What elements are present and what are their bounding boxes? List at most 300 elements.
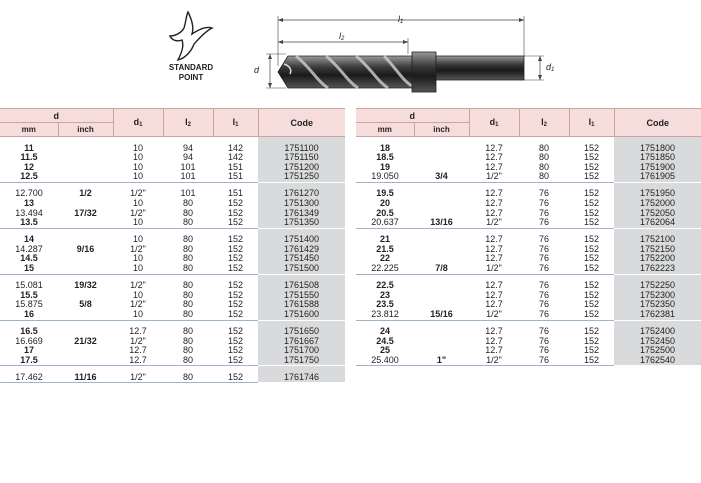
cell-inch: 17/32 — [74, 207, 97, 218]
cell-inch — [58, 163, 113, 173]
cell-l2: 80 — [163, 310, 213, 320]
cell-code: 1752350 — [614, 300, 701, 310]
cell-inch: 15/16 — [414, 310, 469, 320]
cell-inch — [58, 172, 113, 182]
cell-inch: 13/16 — [414, 218, 469, 228]
cell-inch — [414, 291, 469, 301]
left-table-body — [0, 137, 345, 383]
cell-mm: 21 — [379, 234, 390, 245]
header-d1-letter: d — [489, 117, 496, 127]
cell-inch: 1/2 — [79, 188, 92, 199]
header-inch: inch — [58, 123, 113, 137]
cell-mm: 18 — [379, 142, 390, 153]
right-table-body — [356, 137, 701, 366]
header-row-1 — [0, 109, 345, 123]
cell-l2: 80 — [182, 299, 193, 310]
cell-mm: 24.5 — [376, 335, 394, 346]
cell-mm: 12.5 — [0, 172, 58, 182]
standard-point-line1: STANDARD — [168, 63, 214, 72]
cell-l2: 80 — [538, 142, 549, 153]
cell-d1: 12.7 — [485, 152, 503, 163]
cell-code: 1751750 — [258, 356, 345, 366]
dim-d-label: d — [254, 65, 260, 75]
cell-d1: 12.7 — [113, 356, 163, 366]
cell-l2: 76 — [538, 299, 549, 310]
cell-d1: 12.7 — [485, 197, 503, 208]
cell-code: 1751150 — [258, 153, 345, 163]
cell-d1: 12.7 — [485, 326, 503, 336]
cell-d1: 1/2" — [469, 356, 519, 366]
header-mm: mm — [356, 123, 414, 137]
cell-l2: 94 — [182, 142, 193, 153]
cell-l2: 80 — [182, 335, 193, 346]
cell-mm: 23 — [379, 289, 390, 300]
cell-mm: 11.5 — [20, 152, 38, 163]
cell-l2: 76 — [538, 335, 549, 346]
cell-d1: 1/2" — [130, 207, 146, 218]
cell-d1: 1/2" — [469, 310, 519, 320]
cell-code: 1762381 — [614, 310, 701, 320]
cell-mm: 18.5 — [376, 152, 394, 163]
table-row — [0, 264, 345, 274]
cell-code: 1751450 — [258, 254, 345, 264]
cell-mm: 15.875 — [15, 299, 43, 310]
cell-code: 1752200 — [614, 254, 701, 264]
header-l2-sub: 2 — [543, 122, 547, 128]
cell-l1: 152 — [569, 218, 614, 228]
cell-l2: 76 — [538, 345, 549, 356]
cell-d1: 1/2" — [130, 243, 146, 254]
cell-d1: 12.7 — [485, 345, 503, 356]
cell-mm: 17 — [23, 345, 34, 356]
cell-inch: 7/8 — [414, 264, 469, 274]
cell-mm: 13.5 — [0, 218, 58, 228]
cell-l1: 152 — [569, 172, 614, 182]
cell-l2: 80 — [163, 373, 213, 383]
cell-inch: 19/32 — [74, 280, 97, 291]
cell-d1: 12.7 — [485, 234, 503, 245]
header-inch: inch — [414, 123, 469, 137]
cell-inch — [58, 264, 113, 274]
cell-d1: 10 — [132, 289, 143, 300]
drill-bit-drawing — [256, 8, 556, 98]
cell-mm: 22 — [379, 253, 390, 264]
cell-l1: 152 — [583, 197, 600, 208]
spacer-cell — [414, 274, 469, 281]
dim-d1-subscript: 1 — [551, 67, 555, 73]
cell-code: 1761349 — [258, 209, 345, 219]
cell-mm: 15 — [0, 264, 58, 274]
cell-inch — [414, 337, 469, 347]
cell-l2: 76 — [538, 289, 549, 300]
cell-l1: 152 — [583, 243, 600, 254]
cell-l1: 152 — [583, 188, 600, 199]
dim-l1-subscript: 1 — [400, 19, 404, 25]
cell-mm: 22.5 — [376, 280, 394, 291]
cell-code: 1752400 — [614, 327, 701, 337]
cell-d1: 12.7 — [485, 335, 503, 346]
cell-inch — [58, 144, 113, 154]
header-l2-letter: l — [185, 117, 188, 127]
cell-l1: 152 — [583, 345, 600, 356]
cell-d1: 10 — [132, 234, 143, 245]
cell-l2: 101 — [180, 161, 196, 172]
cell-mm: 19.5 — [376, 188, 394, 199]
left-spec-table — [0, 108, 345, 383]
cell-l1: 152 — [569, 264, 614, 274]
cell-l2: 76 — [538, 326, 549, 336]
cell-d1: 10 — [132, 161, 143, 172]
cell-l2: 76 — [538, 280, 549, 291]
cell-d1: 10 — [113, 172, 163, 182]
cell-code: 1751700 — [258, 346, 345, 356]
cell-d1: 12.7 — [485, 280, 503, 291]
cell-inch — [58, 356, 113, 366]
dim-l2-subscript: 2 — [341, 36, 345, 42]
dim-l1-label — [398, 14, 403, 27]
cell-inch: 11/16 — [58, 373, 113, 383]
cell-d1: 12.7 — [485, 161, 503, 172]
cell-mm: 24 — [379, 326, 390, 336]
spacer-cell — [58, 228, 113, 235]
cell-inch — [58, 346, 113, 356]
cell-l2: 80 — [182, 326, 193, 336]
header-d1-sub: 1 — [495, 122, 499, 128]
cell-d1: 10 — [113, 264, 163, 274]
cell-code: 1752100 — [614, 235, 701, 245]
cell-code: 1751650 — [258, 327, 345, 337]
cell-d1: 12.7 — [485, 207, 503, 218]
cell-code: 1761270 — [258, 189, 345, 199]
header-l1 — [213, 109, 258, 137]
cell-l1: 152 — [227, 207, 244, 218]
cell-mm: 25 — [379, 345, 390, 356]
cell-d1: 1/2" — [130, 335, 146, 346]
table-row — [356, 356, 701, 366]
table-row — [356, 218, 701, 228]
cell-inch — [414, 199, 469, 209]
standard-point-label — [156, 63, 226, 83]
cell-code: 1751250 — [258, 172, 345, 182]
cell-inch — [414, 189, 469, 199]
header-d1-sub: 1 — [139, 122, 143, 128]
cell-l1: 152 — [583, 152, 600, 163]
cell-d1: 1/2" — [130, 299, 146, 310]
cell-d1: 12.7 — [129, 345, 147, 356]
cell-inch: 9/16 — [76, 243, 95, 254]
cell-mm: 14 — [23, 234, 34, 245]
cell-d1: 1/2" — [469, 172, 519, 182]
cell-l1: 152 — [227, 299, 244, 310]
cell-l1: 152 — [583, 335, 600, 346]
cell-l1: 152 — [227, 234, 244, 245]
table-row — [356, 172, 701, 182]
cell-l1: 152 — [213, 310, 258, 320]
header-d1 — [113, 109, 163, 137]
cell-l1: 151 — [227, 188, 244, 199]
cell-inch: 3/4 — [414, 172, 469, 182]
cell-mm: 20.5 — [376, 207, 394, 218]
cell-mm: 16 — [0, 310, 58, 320]
standard-point-line2: POINT — [178, 73, 204, 82]
dim-d1-label — [546, 62, 554, 75]
cell-d1: 1/2" — [469, 264, 519, 274]
cell-mm: 16.669 — [15, 335, 43, 346]
cell-inch — [414, 281, 469, 291]
cell-l1: 152 — [583, 161, 600, 172]
cell-l2: 76 — [538, 188, 549, 199]
cell-d1: 12.7 — [485, 253, 503, 264]
cell-code: 1751500 — [258, 264, 345, 274]
cell-code: 1752300 — [614, 291, 701, 301]
cell-l1: 142 — [227, 142, 244, 153]
standard-point-icon — [168, 10, 214, 62]
cell-l1: 152 — [583, 289, 600, 300]
cell-d1: 12.7 — [129, 326, 147, 336]
header-d1-letter: d — [133, 117, 140, 127]
cell-inch: 5/8 — [79, 299, 92, 310]
cell-mm: 12.700 — [15, 188, 43, 199]
cell-l1: 152 — [583, 207, 600, 218]
dim-l2-letter: l — [339, 31, 341, 41]
header-row-1 — [356, 109, 701, 123]
cell-l1: 152 — [583, 253, 600, 264]
cell-mm: 12 — [23, 161, 34, 172]
cell-inch — [58, 254, 113, 264]
cell-code: 1761429 — [258, 245, 345, 255]
cell-code: 1761905 — [614, 172, 701, 182]
cell-l1: 152 — [583, 299, 600, 310]
cell-mm: 22.225 — [356, 264, 414, 274]
header-l2 — [519, 109, 569, 137]
cell-inch — [414, 153, 469, 163]
cell-l1: 152 — [569, 310, 614, 320]
cell-l2: 76 — [538, 234, 549, 245]
cell-l1: 151 — [227, 161, 244, 172]
cell-l2: 80 — [182, 289, 193, 300]
header-l1-letter: l — [588, 117, 592, 127]
cell-mm: 17.462 — [0, 373, 58, 383]
cell-l2: 80 — [182, 207, 193, 218]
cell-code: 1762540 — [614, 356, 701, 366]
cell-l1: 142 — [227, 152, 244, 163]
cell-d1: 1/2" — [469, 218, 519, 228]
cell-l2: 80 — [163, 356, 213, 366]
cell-code: 1751900 — [614, 163, 701, 173]
cell-l2: 80 — [182, 197, 193, 208]
cell-l2: 76 — [519, 356, 569, 366]
header-code: Code — [614, 109, 701, 137]
cell-d1: 12.7 — [485, 142, 503, 153]
table-row — [0, 172, 345, 182]
cell-l2: 80 — [182, 345, 193, 356]
cell-mm: 11 — [24, 142, 34, 153]
header-l2 — [163, 109, 213, 137]
dim-l2-label — [339, 31, 344, 44]
cell-code: 1751800 — [614, 144, 701, 154]
header-code: Code — [258, 109, 345, 137]
cell-d1: 1/2" — [130, 188, 146, 199]
cell-inch: 21/32 — [74, 335, 97, 346]
spacer-cell — [414, 182, 469, 189]
cell-d1: 12.7 — [485, 188, 503, 199]
cell-code: 1751550 — [258, 291, 345, 301]
spacer-cell — [58, 137, 113, 144]
cell-l2: 76 — [538, 197, 549, 208]
right-spec-table — [356, 108, 701, 366]
cell-l1: 152 — [227, 289, 244, 300]
cell-code: 1752150 — [614, 245, 701, 255]
cell-l2: 80 — [519, 172, 569, 182]
cell-code: 1751350 — [258, 218, 345, 228]
cell-mm: 14.287 — [15, 243, 43, 254]
cell-mm: 23.5 — [376, 299, 394, 310]
cell-mm: 13.494 — [15, 207, 43, 218]
cell-code: 1751850 — [614, 153, 701, 163]
cell-l1: 152 — [227, 345, 244, 356]
cell-l1: 152 — [583, 326, 600, 336]
header-d: d — [0, 109, 113, 123]
cell-d1: 12.7 — [485, 299, 503, 310]
spacer-cell — [414, 137, 469, 144]
cell-l1: 152 — [583, 142, 600, 153]
cell-d1: 10 — [132, 142, 143, 153]
cell-d1: 12.7 — [485, 243, 503, 254]
cell-code: 1751100 — [258, 144, 345, 154]
cell-d1: 10 — [113, 310, 163, 320]
cell-mm: 19 — [379, 161, 390, 172]
cell-code: 1761588 — [258, 300, 345, 310]
cell-l1: 151 — [213, 172, 258, 182]
cell-l1: 152 — [227, 335, 244, 346]
cell-l2: 80 — [182, 280, 193, 291]
cell-code: 1751950 — [614, 189, 701, 199]
cell-l1: 152 — [583, 280, 600, 291]
cell-l1: 152 — [227, 326, 244, 336]
cell-code: 1752450 — [614, 337, 701, 347]
cell-mm: 16.5 — [20, 326, 38, 336]
cell-l2: 80 — [182, 243, 193, 254]
cell-l2: 76 — [538, 243, 549, 254]
cell-code: 1761746 — [258, 373, 345, 383]
cell-inch: 1" — [414, 356, 469, 366]
cell-l1: 152 — [583, 234, 600, 245]
table-row — [0, 373, 345, 383]
table-row — [356, 264, 701, 274]
header-d: d — [356, 109, 469, 123]
cell-l1: 152 — [213, 356, 258, 366]
cell-mm: 20 — [379, 197, 390, 208]
cell-mm: 14.5 — [20, 253, 38, 264]
cell-l2: 76 — [538, 207, 549, 218]
dim-d1-letter: d — [546, 62, 552, 72]
cell-d1: 10 — [132, 197, 143, 208]
cell-mm: 15.5 — [20, 289, 38, 300]
cell-d1: 12.7 — [485, 289, 503, 300]
cell-mm: 21.5 — [376, 243, 394, 254]
header-l2-letter: l — [541, 117, 544, 127]
cell-mm: 13 — [23, 197, 34, 208]
cell-l2: 76 — [519, 264, 569, 274]
header-l1-sub: 1 — [235, 122, 239, 128]
cell-l2: 101 — [163, 172, 213, 182]
cell-mm: 20.637 — [356, 218, 414, 228]
cell-l2: 80 — [182, 253, 193, 264]
cell-l1: 152 — [569, 356, 614, 366]
cell-l1: 152 — [213, 218, 258, 228]
table-row — [0, 218, 345, 228]
cell-code: 1752000 — [614, 199, 701, 209]
cell-inch — [414, 327, 469, 337]
cell-l2: 80 — [538, 161, 549, 172]
header-d1 — [469, 109, 519, 137]
cell-l2: 80 — [538, 152, 549, 163]
cell-l2: 94 — [182, 152, 193, 163]
cell-l2: 80 — [163, 264, 213, 274]
cell-l1: 152 — [227, 243, 244, 254]
cell-l1: 152 — [227, 280, 244, 291]
cell-inch — [414, 144, 469, 154]
cell-l1: 152 — [227, 197, 244, 208]
header-mm: mm — [0, 123, 58, 137]
cell-mm: 23.812 — [356, 310, 414, 320]
header-l1-sub: 1 — [591, 122, 595, 128]
cell-mm: 25.400 — [356, 356, 414, 366]
cell-code: 1761667 — [258, 337, 345, 347]
table-row — [356, 310, 701, 320]
cell-code: 1762223 — [614, 264, 701, 274]
cell-code: 1752050 — [614, 209, 701, 219]
cell-l1: 152 — [227, 253, 244, 264]
cell-d1: 10 — [113, 218, 163, 228]
cell-d1: 1/2" — [113, 373, 163, 383]
spacer-cell — [58, 320, 113, 327]
cell-d1: 10 — [132, 152, 143, 163]
cell-code: 1751300 — [258, 199, 345, 209]
cell-code: 1761508 — [258, 281, 345, 291]
cell-inch — [414, 235, 469, 245]
cell-l2: 101 — [180, 188, 196, 199]
cell-code: 1752500 — [614, 346, 701, 356]
table-row — [0, 356, 345, 366]
cell-inch — [58, 218, 113, 228]
spacer-cell — [414, 320, 469, 327]
cell-inch — [414, 245, 469, 255]
header-l2-sub: 2 — [187, 122, 191, 128]
cell-mm: 15.081 — [15, 280, 43, 291]
cell-code: 1752250 — [614, 281, 701, 291]
cell-l2: 76 — [538, 253, 549, 264]
cell-l1: 152 — [213, 264, 258, 274]
cell-code: 1762064 — [614, 218, 701, 228]
drill-figure — [0, 0, 701, 104]
cell-d1: 10 — [132, 253, 143, 264]
cell-l2: 80 — [182, 234, 193, 245]
header-l1 — [569, 109, 614, 137]
header-l1-letter: l — [232, 117, 236, 127]
cell-d1: 1/2" — [130, 280, 146, 291]
cell-inch — [58, 310, 113, 320]
cell-inch — [58, 153, 113, 163]
cell-mm: 17.5 — [0, 356, 58, 366]
cell-l1: 152 — [213, 373, 258, 383]
dim-l1-letter: l — [398, 14, 400, 24]
cell-code: 1751200 — [258, 163, 345, 173]
spacer-cell — [414, 228, 469, 235]
cell-l2: 80 — [163, 218, 213, 228]
cell-l2: 76 — [519, 310, 569, 320]
table-row — [0, 310, 345, 320]
